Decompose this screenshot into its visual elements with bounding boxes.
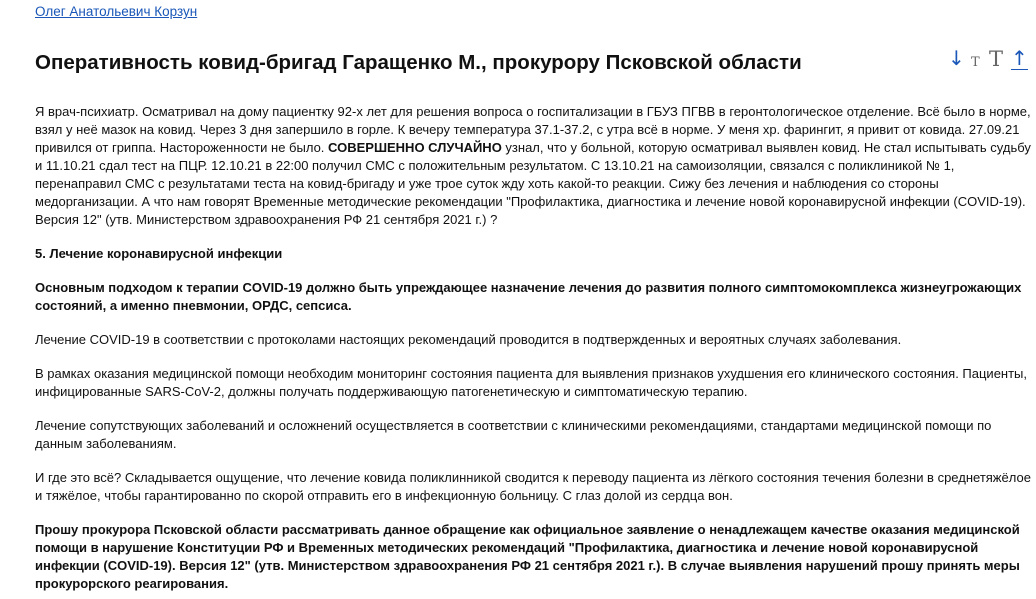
intro-emphasis: СОВЕРШЕННО СЛУЧАЙНО bbox=[328, 140, 502, 155]
paragraph-request: Прошу прокурора Псковской области рассматривать данное обращение как официальное заявление о ненадлежащем качестве оказания медицинской помощи в нарушение Конституции РФ и Временных методических рекомендаций "Профилактика, диагностика и лечение новой коронавирусной инфекции (COVID-19). Версия 12" (утв. Министерством здравоохранения РФ 21 сентября 2021 г.). В случае выявления нарушений прошу принять меры прокурорского реагирования. bbox=[35, 522, 1020, 591]
intro-text-part2: узнал, что у больной, которую осматривал выявлен ковид. Не стал испытывать судьбу и 11.10.21 сдал тест на ПЦР. 12.10.21 в 22:00 получил СМС с положительным результатом. С 13.10.21 на самоизоляции, связался с поликлиникой № 1, перенаправил СМС с результатами теста на ковид-бригаду и уже трое суток жду хоть какой-то реакции. Сижу без лечения и наблюдения со стороны медорганизации. А что нам говорят Временные методические рекомендации "Профилактика, диагностика и лечение новой коронавирусной инфекции (COVID-19). Версия 12" (утв. Министерством здравоохранения РФ 21 сентября 2021 г.) ? bbox=[35, 140, 1031, 227]
paragraph-intro bbox=[35, 103, 1031, 229]
font-size-controls bbox=[947, 44, 1031, 74]
page-title: Оперативность ковид-бригад Гаращенко М., прокурору Псковской области bbox=[35, 51, 802, 74]
author-link[interactable]: Олег Анатольевич Корзун bbox=[35, 4, 198, 19]
paragraph-comorbid: Лечение сопутствующих заболеваний и осложнений осуществляется в соответствии с клиническими рекомендациями, стандартами медицинской помощи по данным заболеваниям. bbox=[35, 418, 992, 451]
paragraph-monitoring: В рамках оказания медицинской помощи необходим мониторинг состояния пациента для выявления признаков ухудшения его клинического состояния. Пациенты, инфицированные SARS-CoV-2, должны получать поддерживающую патогенетическую и симптоматическую терапию. bbox=[35, 366, 1028, 399]
small-text-icon[interactable]: T bbox=[971, 55, 980, 70]
paragraph-main-approach: Основным подходом к терапии COVID-19 должно быть упреждающее назначение лечения до развития полного симптомокомплекса жизнеугрожающих состояний, а именно пневмонии, ОРДС, сепсиса. bbox=[35, 280, 1022, 313]
increase-font-arrow-icon[interactable]: ↑ bbox=[1011, 46, 1028, 70]
paragraph-question: И где это всё? Складывается ощущение, что лечение ковида поликлинникой сводится к переводу пациента из лёгкого состояния течения болезни в среднетяжёлое и тяжёлое, чтобы гарантированно по скорой отправить его в инфекционную больницу. С глаз долой из сердца вон. bbox=[35, 470, 1031, 503]
article-body bbox=[35, 103, 1031, 599]
paragraph-treatment: Лечение COVID-19 в соответствии с протоколами настоящих рекомендаций проводится в подтвержденных и вероятных случаях заболевания. bbox=[35, 332, 902, 347]
section-heading: 5. Лечение коронавирусной инфекции bbox=[35, 246, 283, 261]
decrease-font-arrow-icon[interactable]: ↓ bbox=[948, 46, 965, 70]
intro-text-part1: Я врач-психиатр. Осматривал на дому пациентку 92-х лет для решения вопроса о госпитализации в ГБУЗ ПГВВ в геронтологическое отделение. Всё было в норме, взял у неё мазок на ковид. Через 3 дня запершило в горле. К вечеру температура 37.1-37.2, с утра всё в норме. У меня хр. фарингит, я привит от ковида. 27.09.21 привился от гриппа. Настороженности не было. bbox=[35, 104, 1031, 155]
large-text-icon[interactable]: T bbox=[989, 47, 1004, 71]
